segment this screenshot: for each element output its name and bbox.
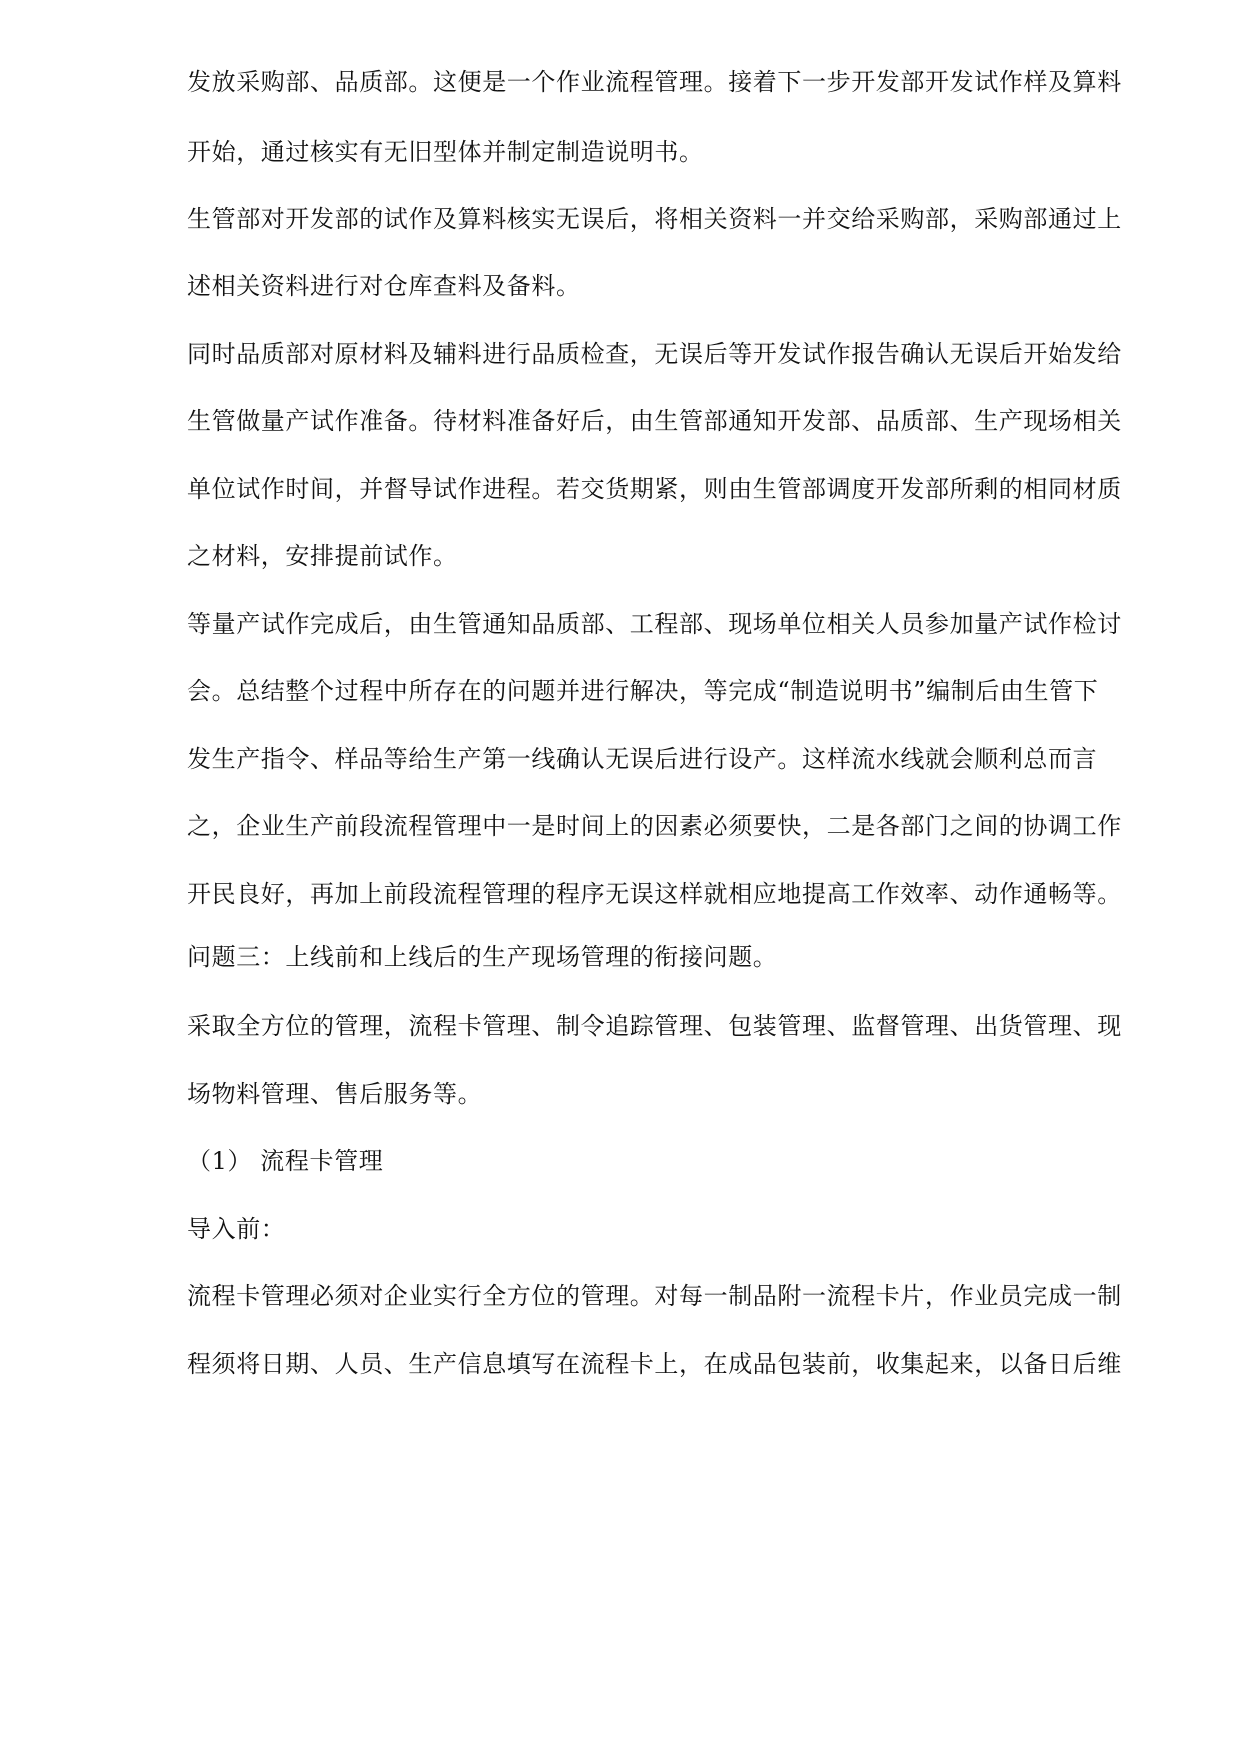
text-line-9: 等量产试作完成后，由生管通知品质部、工程部、现场单位相关人员参加量产试作检讨 [187, 610, 1122, 638]
text-line-13: 开民良好，再加上前段流程管理的程序无误这样就相应地提高工作效率、动作通畅等。 [187, 880, 1122, 908]
label-before-import: 导入前： [187, 1215, 286, 1243]
section-heading-problem-3: 问题三：上线前和上线后的生产现场管理的衔接问题。 [187, 943, 778, 971]
text-line-19: 流程卡管理必须对企业实行全方位的管理。对每一制品附一流程卡片，作业员完成一制 [187, 1282, 1122, 1310]
subsection-heading-flow-card: （1） 流程卡管理 [187, 1147, 384, 1175]
text-line-2: 开始，通过核实有无旧型体并制定制造说明书。 [187, 138, 704, 166]
text-line-4: 述相关资料进行对仓库查料及备料。 [187, 272, 581, 300]
text-line-15: 采取全方位的管理，流程卡管理、制令追踪管理、包装管理、监督管理、出货管理、现 [187, 1012, 1122, 1040]
text-line-11: 发生产指令、样品等给生产第一线确认无误后进行设产。这样流水线就会顺利总而言 [187, 745, 1098, 773]
text-line-12: 之，企业生产前段流程管理中一是时间上的因素必须要快，二是各部门之间的协调工作 [187, 812, 1122, 840]
text-line-5: 同时品质部对原材料及辅料进行品质检查，无误后等开发试作报告确认无误后开始发给 [187, 340, 1122, 368]
text-line-6: 生管做量产试作准备。待材料准备好后，由生管部通知开发部、品质部、生产现场相关 [187, 407, 1122, 435]
text-line-7: 单位试作时间，并督导试作进程。若交货期紧，则由生管部调度开发部所剩的相同材质 [187, 475, 1122, 503]
text-line-1: 发放采购部、品质部。这便是一个作业流程管理。接着下一步开发部开发试作样及算料 [187, 68, 1122, 96]
text-line-20: 程须将日期、人员、生产信息填写在流程卡上，在成品包装前，收集起来，以备日后维 [187, 1350, 1122, 1378]
text-line-16: 场物料管理、售后服务等。 [187, 1080, 483, 1108]
text-line-3: 生管部对开发部的试作及算料核实无误后，将相关资料一并交给采购部，采购部通过上 [187, 205, 1122, 233]
text-line-8: 之材料，安排提前试作。 [187, 542, 458, 570]
text-line-10: 会。总结整个过程中所存在的问题并进行解决，等完成“制造说明书”编制后由生管下 [187, 677, 1099, 705]
